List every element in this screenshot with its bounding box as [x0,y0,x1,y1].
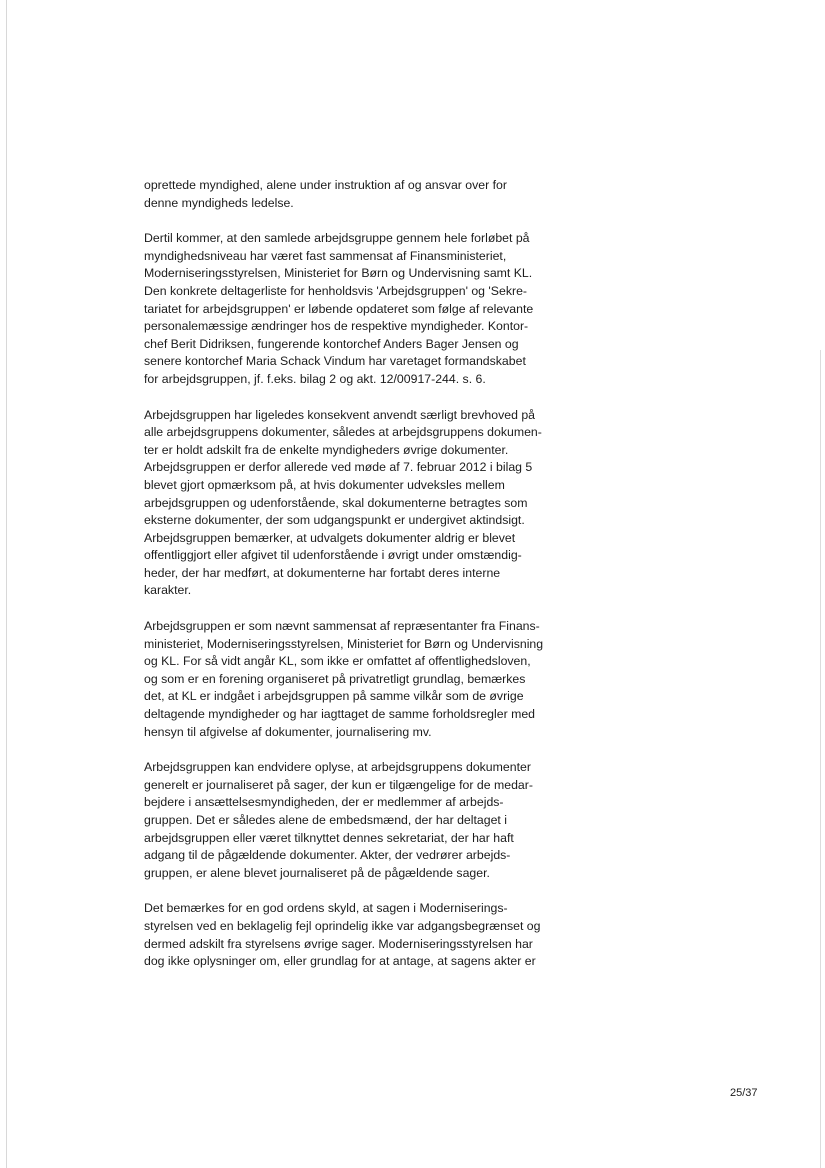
document-body [144,177,584,989]
paragraph-1: oprettede myndighed, alene under instruktion af og ansvar over for denne myndigheds ledelse. [144,178,507,210]
paragraph-5: Arbejdsgruppen kan endvidere oplyse, at arbejdsgruppens dokumenter generelt er journaliseret på sager, der kun er tilgængelige for de medar- bejdere i ansættelsesmyndigheden, der er medlemmer af arbejds- gruppen. Det er således alene de embedsmænd, der har deltaget i arbejdsgruppen eller været tilknyttet dennes sekretariat, der har haft adgang til de pågældende dokumenter. Akter, der vedrører arbejds- gruppen, er alene blevet journaliseret på de pågældende sager. [144,760,533,880]
scan-edge-left [6,0,7,1168]
paragraph-3: Arbejdsgruppen har ligeledes konsekvent anvendt særligt brevhoved på alle arbejdsgruppens dokumenter, således at arbejdsgruppens dokumen- ter er holdt adskilt fra de enkelte myndigheders øvrige dokumenter. Arbejdsgruppen er derfor allerede ved møde af 7. februar 2012 i bilag 5 blevet gjort opmærksom på, at hvis dokumenter udveksles mellem arbejdsgruppen og udenforstående, skal dokumenterne betragtes som eksterne dokumenter, der som udgangspunkt er undergivet aktindsigt. Arbejdsgruppen bemærker, at udvalgets dokumenter aldrig er blevet offentliggjort eller afgivet til udenforstående i øvrigt under omstændig- heder, der har medført, at dokumenterne har fortabt deres interne karakter. [144,407,542,598]
paragraph-4: Arbejdsgruppen er som nævnt sammensat af repræsentanter fra Finans- ministeriet, Moderniseringsstyrelsen, Ministeriet for Børn og Undervisning og KL. For så vidt angår KL, som ikke er omfattet af offentlighedsloven, og som er en forening organiseret på privatretligt grundlag, bemærkes det, at KL er indgået i arbejdsgruppen på samme vilkår som de øvrige deltagende myndigheder og har iagttaget de samme forholdsregler med hensyn til afgivelse af dokumenter, journalisering mv. [144,619,544,739]
page-number: 25/37 [730,1087,758,1099]
paragraph-2: Dertil kommer, at den samlede arbejdsgruppe gennem hele forløbet på myndighedsniveau har været fast sammensat af Finansministeriet, Moderniseringsstyrelsen, Ministeriet for Børn og Undervisning samt KL. Den konkrete deltagerliste for henholdsvis 'Arbejdsgruppen' og 'Sekre- tariatet for arbejdsgruppen' er løbende opdateret som følge af relevante personalemæssige ændringer hos de respektive myndigheder. Kontor- chef Berit Didriksen, fungerende kontorchef Anders Bager Jensen og senere kontorchef Maria Schack Vindum har varetaget formandskabet for arbejdsgruppen, jf. f.eks. bilag 2 og akt. 12/00917-244. s. 6. [144,231,534,386]
scan-edge-right [820,350,821,1168]
paragraph-6: Det bemærkes for en god ordens skyld, at sagen i Moderniserings- styrelsen ved en beklagelig fejl oprindelig ikke var adgangsbegrænset og dermed adskilt fra styrelsens øvrige sager. Moderniseringsstyrelsen har dog ikke oplysninger om, eller grundlag for at antage, at sagens akter er [144,901,541,969]
